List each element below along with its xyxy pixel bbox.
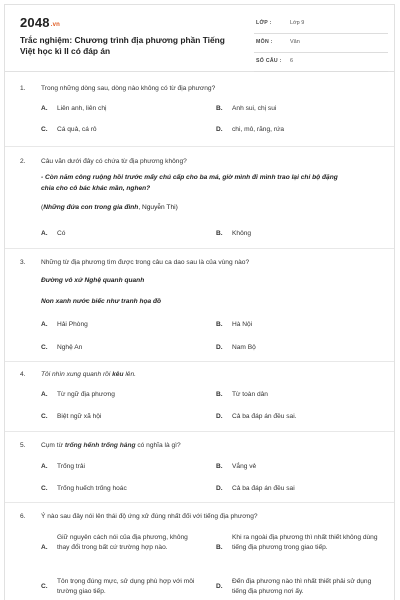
option-letter: B. [216, 544, 223, 551]
logo-suffix: .vn [50, 22, 61, 28]
option-b[interactable] [216, 533, 381, 563]
option-text: Có [57, 230, 66, 237]
option-text: Trống huếch trống hoác [57, 485, 127, 492]
quiz-header [5, 5, 394, 72]
question-number: 6. [20, 513, 26, 520]
quote-source: Những đứa con trong gia đình [43, 204, 139, 211]
option-text: Trống trải [57, 463, 85, 470]
meta-value: Văn [290, 39, 300, 45]
question-2 [5, 147, 394, 249]
question-prompt: Ý nào sau đây nói lên thái độ ứng xử đúng nhất đối với tiếng địa phương? [41, 513, 258, 520]
quote-author: , Nguyễn Thi) [138, 204, 178, 211]
option-text: Tôn trọng đúng mực, sử dụng phù hợp với môi trường giao tiếp. [57, 578, 195, 595]
option-letter: A. [41, 544, 48, 551]
site-logo[interactable] [20, 15, 60, 30]
option-text: Hà Nội [232, 321, 253, 328]
option-letter: A. [41, 391, 48, 398]
question-prompt: Trong những dòng sau, dòng nào không có từ địa phương? [41, 85, 216, 92]
option-letter: D. [216, 126, 223, 133]
question-number: 3. [20, 259, 26, 266]
question-prompt [41, 441, 371, 450]
question-number: 2. [20, 158, 26, 165]
option-letter: B. [216, 321, 223, 328]
option-text: Biệt ngữ xã hội [57, 413, 102, 420]
question-prompt: Những từ địa phương tìm được trong câu ca dao sau là của vùng nào? [41, 259, 250, 266]
quiz-page [4, 4, 395, 600]
option-letter: C. [41, 126, 48, 133]
option-letter: C. [41, 583, 48, 590]
question-6 [5, 503, 394, 600]
option-letter: C. [41, 413, 48, 420]
question-5 [5, 432, 394, 503]
option-text: Hải Phòng [57, 321, 88, 328]
option-text: Vắng vẻ [232, 463, 257, 470]
quiz-title: Trắc nghiệm: Chương trình địa phương phần Tiếng Việt học kì II có đáp án [20, 35, 225, 56]
option-text: Từ ngữ địa phương [57, 391, 115, 398]
option-text: Cá quả, cá rô [57, 126, 97, 133]
option-d[interactable] [216, 577, 381, 599]
option-text: chi, mô, răng, rứa [232, 126, 285, 133]
prompt-part: lên. [123, 371, 136, 378]
option-letter: B. [216, 463, 223, 470]
option-text: Đến địa phương nào thì nhất thiết phải sử dụng tiếng địa phương nơi ấy. [232, 578, 372, 595]
logo-text: 2048 [20, 15, 50, 30]
meta-value: 6 [290, 58, 294, 64]
verse-line-2: Non xanh nước biếc như tranh họa đồ [41, 298, 162, 305]
option-letter: C. [41, 485, 48, 492]
prompt-highlight: trống hếnh trống hảng [64, 442, 136, 449]
option-letter: D. [216, 413, 223, 420]
option-text: Nam Bộ [232, 344, 256, 351]
option-c[interactable] [41, 577, 201, 599]
prompt-part: Tôi nhìn xung quanh rồi [41, 371, 113, 378]
option-letter: A. [41, 463, 48, 470]
question-prompt: Câu văn dưới đây có chứa từ địa phương không? [41, 158, 187, 165]
option-text: Nghệ An [57, 344, 83, 351]
question-number: 4. [20, 371, 26, 378]
prompt-highlight: kêu [112, 371, 124, 378]
option-text: Cả ba đáp án đều sai. [232, 413, 297, 420]
option-text: Không [232, 230, 252, 237]
option-text: Khi ra ngoài địa phương thì nhất thiết không dùng tiếng địa phương trong giao tiếp. [232, 534, 378, 551]
option-text: Liên anh, liên chị [57, 105, 107, 112]
option-letter: D. [216, 485, 223, 492]
question-1 [5, 72, 394, 147]
question-number: 5. [20, 442, 26, 449]
question-number: 1. [20, 85, 26, 92]
meta-value: Lớp 9 [290, 20, 305, 26]
option-letter: B. [216, 391, 223, 398]
meta-row-class [254, 15, 388, 34]
meta-label: MÔN : [256, 39, 273, 45]
option-letter: A. [41, 105, 48, 112]
quote-citation: (Những đứa con trong gia đình, Nguyễn Thi) [41, 204, 178, 211]
meta-label: SỐ CÂU : [256, 58, 282, 64]
option-a[interactable] [41, 533, 201, 563]
meta-row-subject [254, 34, 388, 53]
option-letter: A. [41, 230, 48, 237]
meta-row-count [254, 53, 388, 72]
option-letter: B. [216, 105, 223, 112]
quiz-meta [254, 15, 388, 72]
verse-line-1: Đường vô xứ Nghệ quanh quanh [41, 277, 145, 284]
question-3 [5, 249, 394, 362]
prompt-part: Cụm từ [41, 442, 65, 449]
option-text: Cả ba đáp án đều sai [232, 485, 295, 492]
option-letter: C. [41, 344, 48, 351]
option-text: Giữ nguyên cách nói của địa phương, không thay đổi trong bất cứ trường hợp nào. [57, 534, 188, 551]
option-text: Từ toàn dân [232, 391, 268, 398]
meta-label: LỚP : [256, 20, 272, 26]
option-letter: D. [216, 583, 223, 590]
question-4 [5, 362, 394, 432]
prompt-part: có nghĩa là gì? [135, 442, 181, 449]
option-letter: A. [41, 321, 48, 328]
question-quote: - Còn năm công ruộng hồi trước mấy chú cấp cho ba má, giờ mình đi mình trao lại chi bộ đặng chia cho cô bác khác mần, nghen? [41, 174, 338, 192]
option-text: Anh sui, chị sui [232, 105, 277, 112]
option-letter: B. [216, 230, 223, 237]
option-letter: D. [216, 344, 223, 351]
question-prompt [41, 370, 371, 379]
